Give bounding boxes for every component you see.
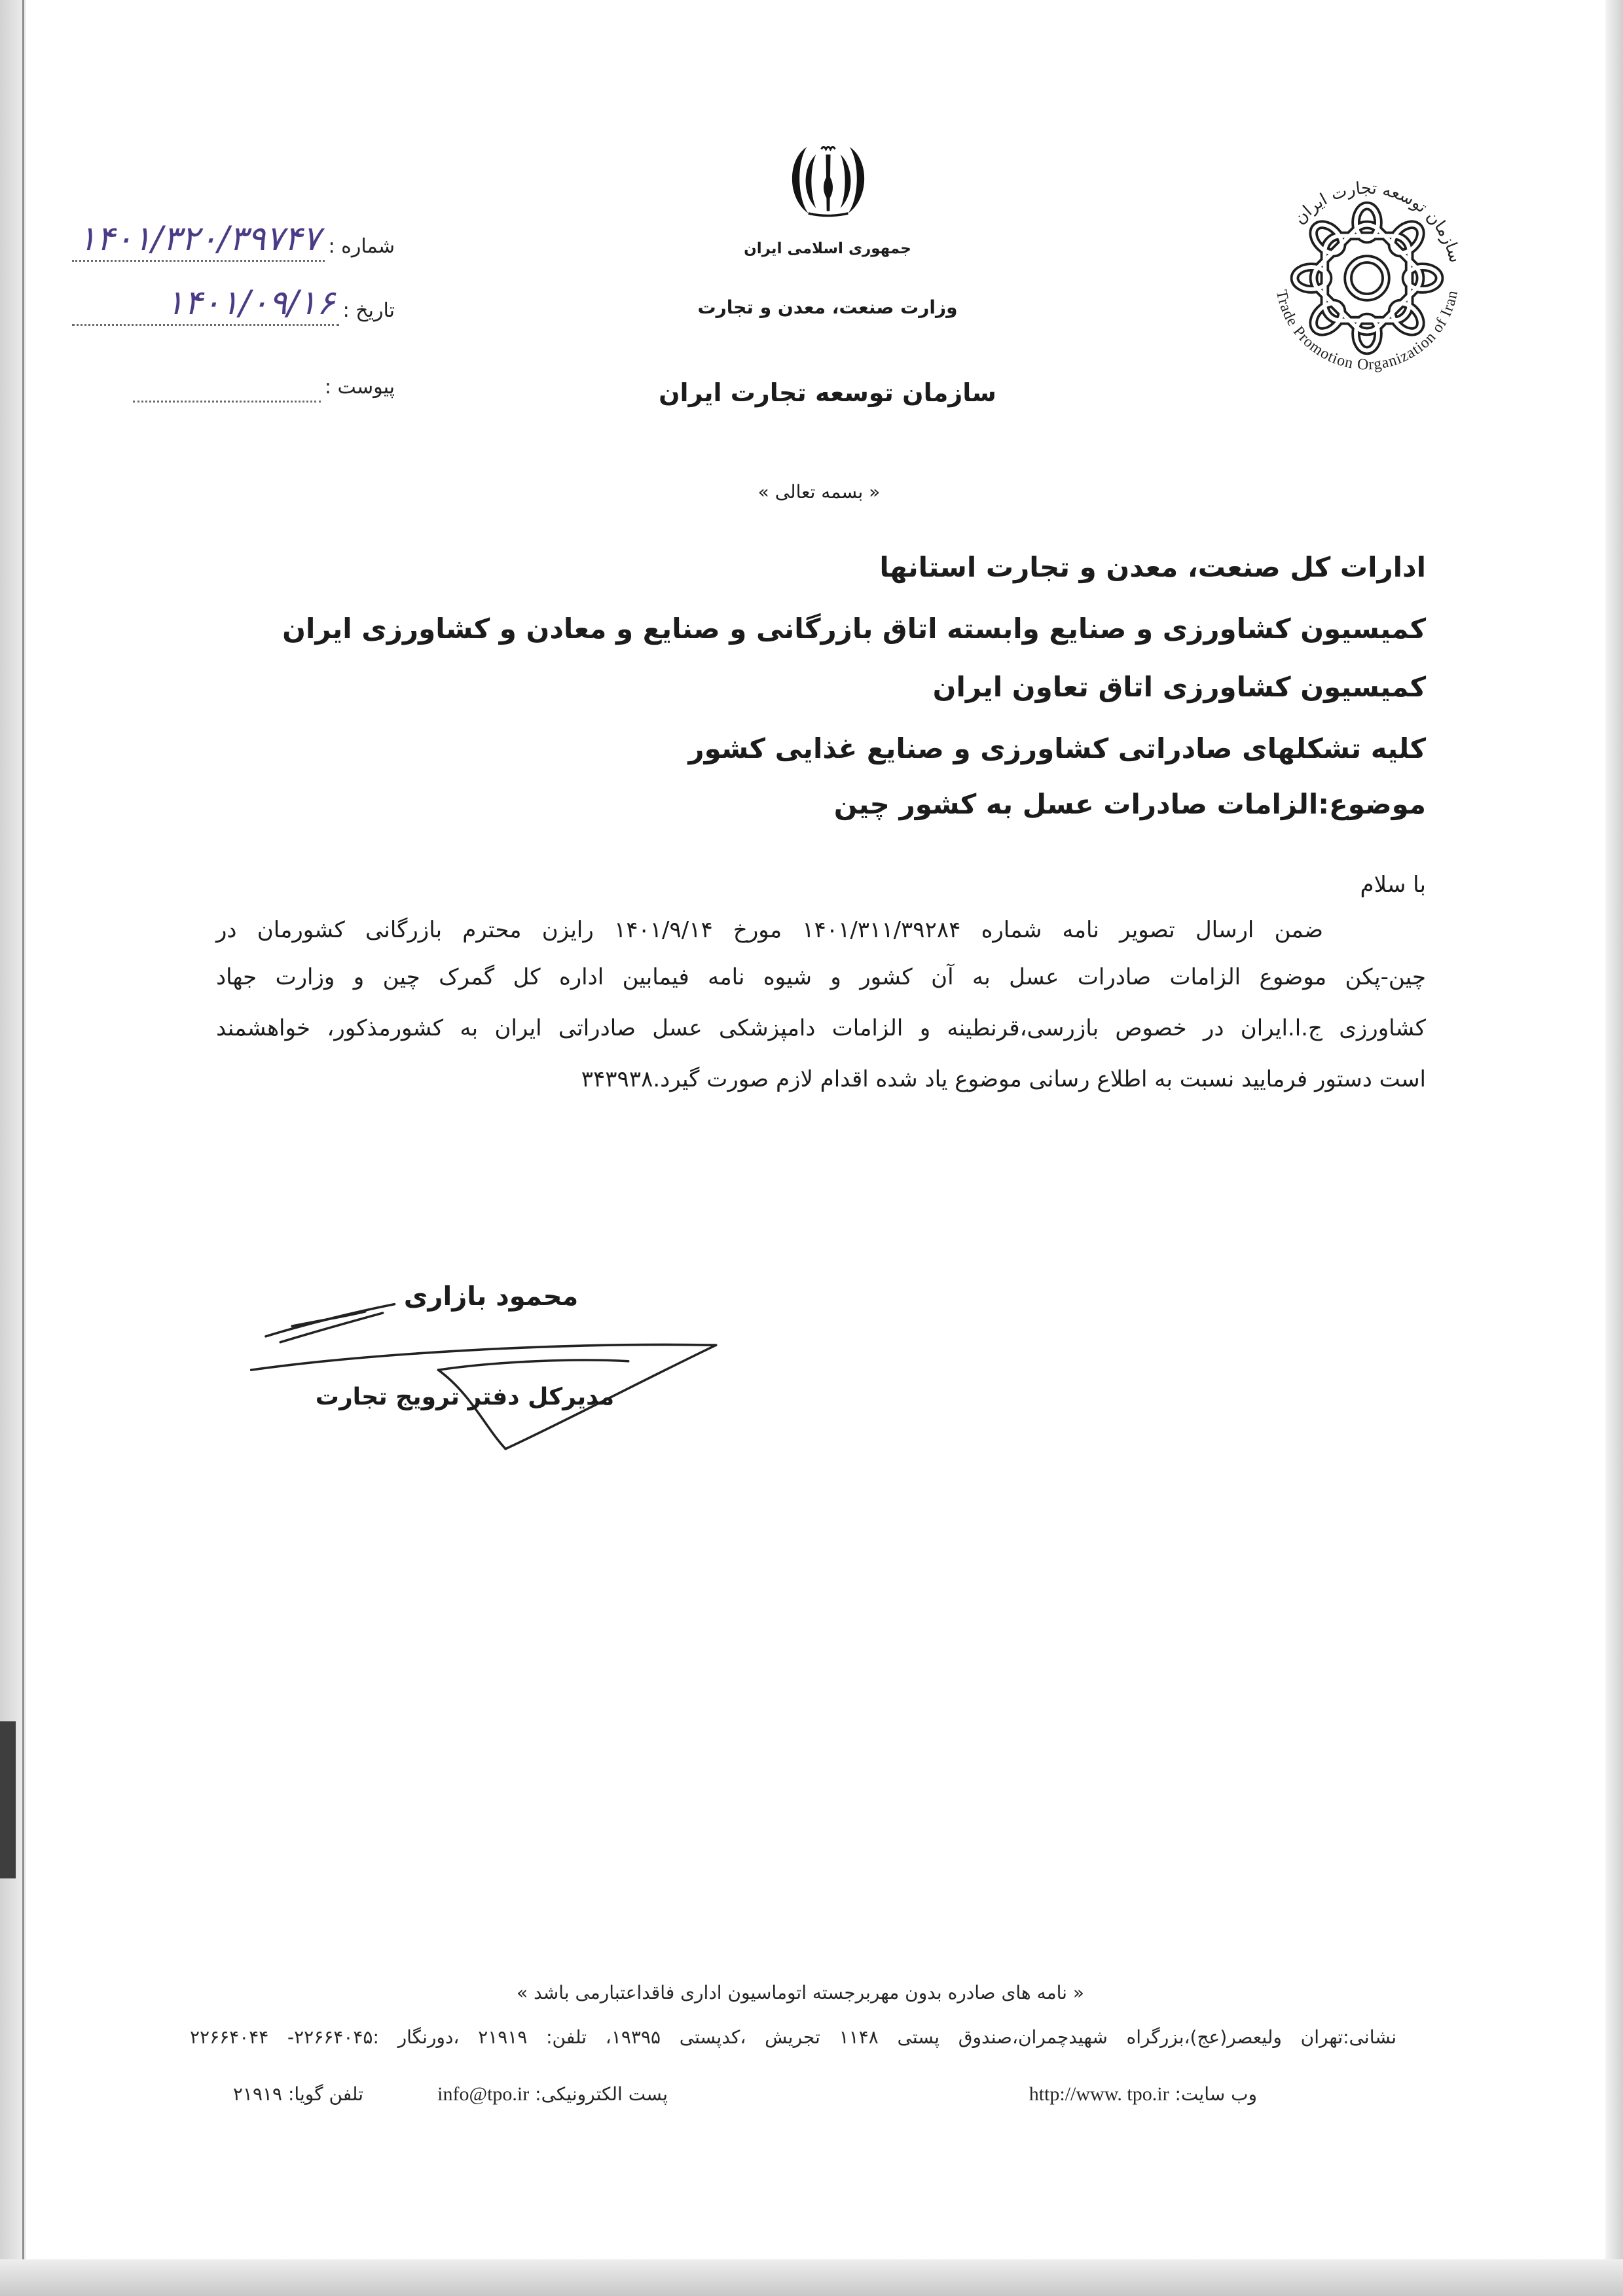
attachment-row [133, 357, 395, 403]
footer-address: نشانی:تهران ولیعصر(عج)،بزرگراه شهیدچمران،صندوق پستی ۱۱۴۸ تجریش ،کدپستی ۱۹۳۹۵، تلفن: ۲۱۹۱۹ ،دورنگار :۲۲۶۶۴۰۴۵- ۲۲۶۶۴۰۴۴ [190, 2026, 1396, 2048]
invocation: « بسمه تعالی » [757, 481, 881, 503]
footer-notice: « نامه های صادره بدون مهربرجسته اتوماسیون اداری فاقداعتبارمی باشد » [517, 1982, 1084, 2003]
body-line: چین-پکن موضوع الزامات صادرات عسل به آن کشور و شیوه نامه فیمابین اداره کل گمرک چین و وزارت جهاد [216, 964, 1426, 990]
subject-line: موضوع:الزامات صادرات عسل به کشور چین [833, 788, 1426, 820]
recipient-line: کلیه تشکلهای صادراتی کشاورزی و صنایع غذایی کشور [688, 732, 1426, 764]
letter-number-row [72, 216, 395, 262]
email-label: پست الکترونیکی: [535, 2083, 668, 2105]
letter-date-label: تاریخ : [342, 299, 395, 322]
signatory-name: محمود بازاری [403, 1282, 579, 1312]
recipient-line: کمیسیون کشاورزی و صنایع وابسته اتاق بازرگانی و صنایع و معادن و کشاورزی ایران [282, 613, 1426, 645]
signatory-title: مدیرکل دفتر ترویج تجارت [315, 1384, 615, 1410]
iran-emblem-icon [782, 141, 874, 217]
ministry-name: وزارت صنعت، معدن و تجارت [697, 296, 958, 318]
phone-label: تلفن گویا: [288, 2083, 363, 2105]
greeting: با سلام [1360, 872, 1426, 898]
recipient-line: کمیسیون کشاورزی اتاق تعاون ایران [932, 671, 1426, 703]
scan-edge-right [1605, 0, 1623, 2296]
attachment-field [133, 364, 321, 403]
footer-email [380, 2079, 668, 2109]
letter-date-row [72, 280, 395, 326]
website-label: وب سایت: [1175, 2083, 1257, 2105]
scan-edge-mark [0, 1721, 16, 1878]
handwritten-signature [241, 1288, 731, 1456]
email-value: info@tpo.ir [437, 2083, 530, 2105]
letter-date-value: ۱۴۰۱/۰۹/۱۶ [166, 283, 335, 323]
attachment-label: پیوست : [324, 376, 395, 399]
organization-name: سازمان توسعه تجارت ایران [659, 378, 996, 407]
footer-website [943, 2079, 1257, 2109]
letter-number-label: شماره : [328, 235, 395, 258]
logo-text-en: Trade Promotion Organization of Iran [1272, 288, 1462, 374]
letter-number-value: ۱۴۰۱/۳۲۰/۳۹۷۴۷ [78, 219, 321, 259]
scan-edge-bottom [0, 2259, 1623, 2296]
country-name: جمهوری اسلامی ایران [744, 240, 911, 257]
footer-phone [187, 2079, 363, 2109]
body-line: است دستور فرمایید نسبت به اطلاع رسانی موضوع یاد شده اقدام لازم صورت گیرد.۳۴۳۹۳۸ [581, 1066, 1426, 1092]
letter-number-field [72, 219, 325, 262]
website-value: http://www. tpo.ir [1029, 2083, 1169, 2105]
letter-date-field [72, 283, 339, 326]
tpo-logo-icon [1256, 167, 1478, 389]
scan-edge-line [22, 0, 24, 2296]
recipient-line: ادارات کل صنعت، معدن و تجارت استانها [879, 551, 1426, 583]
phone-value: ۲۱۹۱۹ [232, 2083, 283, 2105]
body-line: کشاورزی ج.ا.ایران در خصوص بازرسی،قرنطینه و الزامات دامپزشکی عسل صادراتی ایران به کشورمذکور، خواهشمند [216, 1015, 1426, 1041]
logo-text-fa: سازمان توسعه تجارت ایران [1290, 178, 1465, 265]
body-line: ضمن ارسال تصویر نامه شماره ۱۴۰۱/۳۱۱/۳۹۲۸۴ مورخ ۱۴۰۱/۹/۱۴ رایزن محترم بازرگانی کشورمان در [216, 917, 1323, 943]
